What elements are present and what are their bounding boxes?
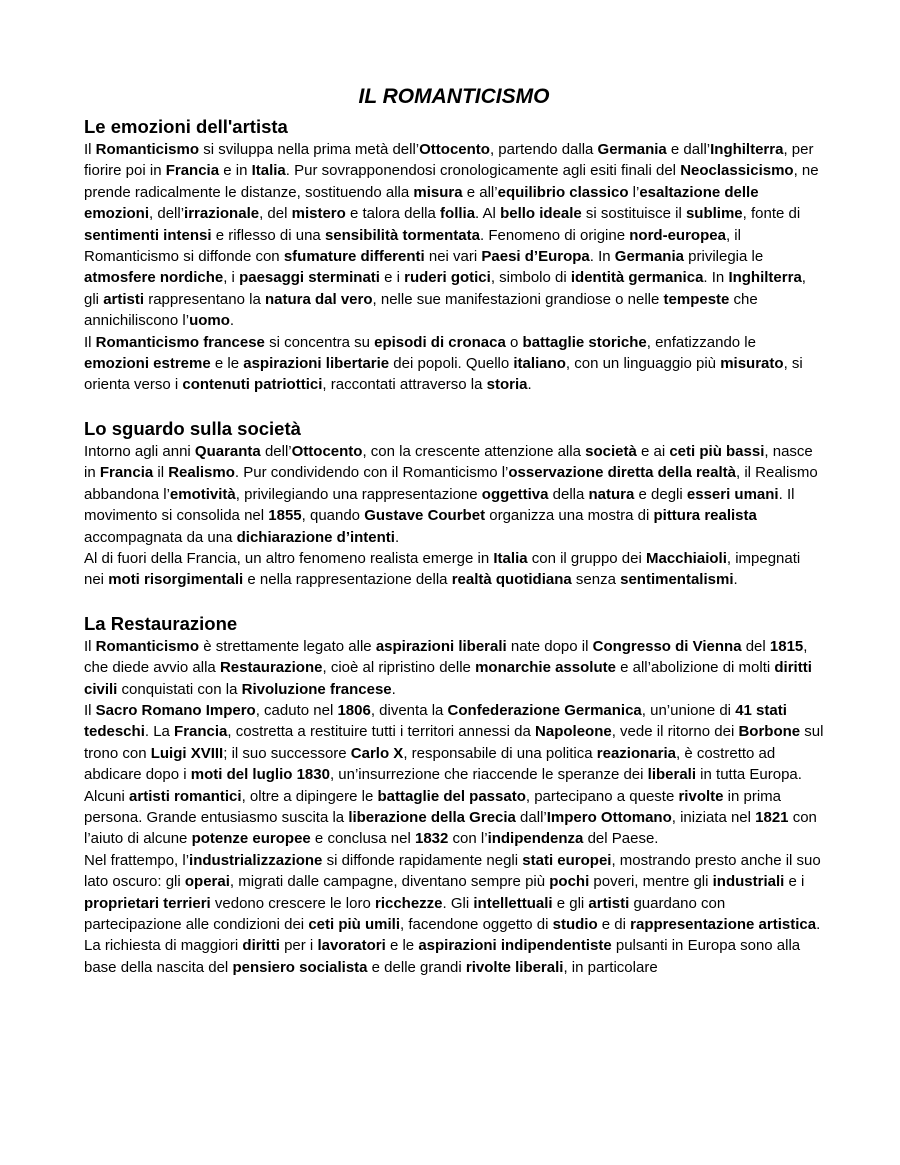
text-run: e delle grandi: [367, 958, 466, 976]
bold-term: artisti: [588, 894, 630, 912]
text-run: . Il movimento si consolida nel: [84, 485, 795, 525]
text-run: è strettamente legato alle: [199, 637, 376, 655]
text-run: .: [391, 680, 396, 698]
text-run: , è costretto ad abdicare dopo i: [84, 744, 776, 784]
bold-term: lavoratori: [317, 937, 386, 955]
text-run: , raccontati attraverso la: [322, 376, 487, 394]
bold-term: Impero Ottomano: [546, 808, 672, 826]
bold-term: liberazione della Grecia: [348, 808, 516, 826]
bold-term: Congresso di Vienna: [592, 637, 742, 655]
text-run: , diventa la: [370, 701, 448, 719]
bold-term: Neoclassicismo: [680, 162, 794, 180]
bold-term: dichiarazione d’intenti: [236, 528, 395, 546]
bold-term: follia: [440, 205, 476, 223]
bold-term: artisti: [103, 290, 145, 308]
bold-term: Ottocento: [419, 141, 490, 158]
section-le-emozioni: [84, 115, 824, 396]
text-run: ; il suo successore: [223, 744, 351, 762]
bold-term: monarchie assolute: [475, 659, 616, 677]
bold-term: Quaranta: [194, 442, 261, 460]
text-run: nei vari: [424, 248, 482, 266]
text-run: , con la crescente attenzione alla: [362, 442, 586, 460]
bold-term: ceti più umili: [308, 916, 400, 933]
text-run: il: [153, 464, 169, 482]
text-run: .: [733, 571, 738, 589]
text-run: , gli: [84, 269, 806, 308]
text-run: , cioè al ripristino delle: [322, 659, 476, 677]
bold-term: storia: [486, 376, 528, 394]
bold-term: oggettiva: [481, 485, 549, 503]
bold-term: reazionaria: [596, 744, 676, 762]
paragraph: [84, 548, 824, 591]
bold-term: 1815: [769, 637, 804, 655]
paragraph: [84, 139, 824, 332]
text-run: . Pur sovrapponendosi cronologicamente agli esiti finali del: [285, 162, 681, 180]
text-run: Al di fuori della Francia, un altro fenomeno realista emerge in: [84, 549, 494, 567]
text-run: , un’unione di: [641, 701, 736, 719]
text-run: Intorno agli anni: [84, 442, 195, 460]
bold-term: misurato: [720, 355, 784, 373]
text-run: in prima persona. Grande entusiasmo suscita la: [84, 787, 782, 826]
text-run: La richiesta di maggiori: [84, 937, 243, 955]
text-run: Il: [84, 637, 96, 655]
bold-term: uomo: [189, 312, 230, 330]
bold-term: Ottocento: [291, 442, 363, 460]
bold-term: artisti romantici: [129, 787, 242, 805]
bold-term: moti risorgimentali: [108, 571, 244, 589]
bold-term: aspirazioni libertarie: [243, 355, 390, 373]
text-run: , quando: [301, 507, 365, 525]
text-run: , si orienta verso i: [84, 355, 803, 394]
bold-term: atmosfere nordiche: [84, 269, 224, 287]
bold-term: sfumature differenti: [283, 248, 425, 266]
bold-term: Romanticismo: [95, 141, 200, 158]
section-heading: La Restaurazione: [84, 612, 238, 634]
text-run: e di: [597, 916, 631, 933]
text-run: e gli: [552, 894, 589, 912]
section-spacer: [84, 396, 824, 417]
bold-term: irrazionale: [184, 205, 260, 223]
text-run: e le: [210, 355, 244, 373]
paragraph: [84, 332, 824, 396]
text-run: organizza una mostra di: [485, 507, 654, 525]
bold-term: 1821: [755, 808, 789, 826]
bold-term: Restaurazione: [219, 659, 323, 677]
text-run: , privilegiando una rappresentazione: [235, 485, 482, 503]
text-run: , impegnati nei: [84, 549, 801, 589]
bold-term: indipendenza: [487, 830, 584, 848]
text-run: e talora della: [345, 205, 441, 223]
text-run: sul trono con: [84, 723, 824, 762]
bold-term: realtà quotidiana: [451, 571, 572, 589]
text-run: , che diede avvio alla: [84, 637, 808, 677]
bold-term: Rivoluzione francese: [241, 680, 392, 698]
text-run: , mostrando presto anche il suo lato oscuro: gli: [84, 851, 821, 891]
section-heading: Lo sguardo sulla società: [84, 417, 301, 439]
text-run: , oltre a dipingere le: [241, 787, 378, 805]
text-run: , vede il ritorno dei: [611, 723, 739, 741]
bold-term: ceti più bassi: [669, 442, 765, 460]
text-run: del: [741, 637, 770, 655]
text-run: Alcuni: [84, 787, 130, 805]
text-run: con il gruppo dei: [527, 549, 646, 567]
text-run: e le: [385, 937, 419, 955]
bold-term: nord-europea: [629, 226, 726, 244]
text-run: senza: [571, 571, 621, 589]
text-run: privilegia le: [683, 248, 764, 266]
text-run: e nella rappresentazione della: [243, 571, 452, 589]
bold-term: Germania: [597, 141, 667, 158]
section-lo-sguardo: [84, 417, 824, 591]
bold-term: Macchiaioli: [646, 549, 727, 567]
text-run: . In: [703, 269, 729, 287]
text-run: e conclusa nel: [310, 830, 415, 848]
bold-term: emotività: [169, 485, 236, 503]
bold-term: tempeste: [663, 290, 730, 308]
text-run: , migrati dalle campagne, diventano sempre più: [229, 873, 550, 891]
text-run: , partendo dalla: [489, 141, 598, 158]
paragraph: [84, 935, 824, 978]
text-run: poveri, mentre gli: [589, 873, 713, 891]
bold-term: diritti civili: [84, 659, 812, 698]
text-run: dell’: [260, 442, 292, 460]
text-run: , per fiorire poi in: [84, 141, 814, 180]
paragraph: [84, 636, 824, 700]
text-run: e ai: [636, 442, 670, 460]
bold-term: 41 stati tedeschi: [84, 701, 787, 741]
bold-term: Gustave Courbet: [364, 507, 486, 525]
text-run: Nel frattempo, l’: [84, 851, 190, 869]
text-run: si sviluppa nella prima metà dell’: [199, 141, 420, 158]
text-run: conquistati con la: [117, 680, 242, 698]
bold-term: industriali: [712, 873, 785, 891]
text-run: e i: [784, 873, 805, 891]
text-run: , il Romanticismo si diffonde con: [84, 226, 741, 266]
text-run: con l’: [448, 830, 488, 848]
bold-term: 1806: [337, 701, 371, 719]
text-run: , partecipano a queste: [525, 787, 679, 805]
text-run: e degli: [634, 485, 687, 503]
bold-term: pensiero socialista: [232, 958, 368, 976]
bold-term: Francia: [99, 464, 154, 482]
text-run: del Paese.: [583, 830, 659, 848]
text-run: e all’abolizione di molti: [615, 659, 775, 677]
text-run: .: [229, 312, 235, 330]
bold-term: operai: [184, 873, 230, 891]
bold-term: paesaggi sterminati: [239, 269, 380, 287]
paragraph: [84, 850, 824, 936]
bold-term: Carlo X: [350, 744, 404, 762]
bold-term: misura: [413, 183, 463, 201]
bold-term: sublime: [685, 205, 743, 223]
bold-term: Francia: [165, 162, 220, 180]
bold-term: battaglie del passato: [377, 787, 526, 805]
text-run: , iniziata nel: [671, 808, 756, 826]
bold-term: Italia: [493, 549, 528, 567]
bold-term: intellettuali: [473, 894, 553, 912]
bold-term: potenze europee: [191, 830, 311, 848]
bold-term: italiano: [513, 355, 566, 373]
text-run: si diffonde rapidamente negli: [322, 851, 523, 869]
bold-term: pochi: [549, 873, 590, 891]
text-run: . Gli: [442, 894, 474, 912]
text-run: . In: [589, 248, 615, 266]
text-run: e all’: [462, 183, 498, 201]
text-run: , costretta a restituire tutti i territori annessi da: [227, 723, 536, 741]
section-la-restaurazione: [84, 612, 824, 979]
text-run: , i: [223, 269, 240, 287]
text-run: .: [394, 528, 400, 546]
bold-term: Inghilterra: [710, 141, 784, 158]
bold-term: esaltazione delle emozioni: [84, 183, 759, 223]
bold-term: identità germanica: [570, 269, 704, 287]
text-run: e in: [219, 162, 252, 180]
bold-term: bello ideale: [500, 205, 582, 223]
bold-term: moti del luglio 1830: [190, 766, 330, 784]
text-run: , nelle sue manifestazioni grandiose o nelle: [372, 290, 664, 308]
text-run: della: [548, 485, 589, 503]
bold-term: aspirazioni liberali: [375, 637, 507, 655]
bold-term: rivolte liberali: [465, 958, 564, 976]
bold-term: Francia: [174, 723, 228, 741]
text-run: e dall’: [666, 141, 711, 158]
paragraph: [84, 441, 824, 548]
bold-term: rivolte: [678, 787, 724, 805]
bold-term: proprietari terrieri: [84, 894, 211, 912]
text-run: si sostituisce il: [581, 205, 686, 223]
bold-term: Borbone: [738, 723, 801, 741]
text-run: o: [505, 333, 523, 351]
bold-term: pittura realista: [653, 507, 757, 525]
document-title: IL ROMANTICISMO: [358, 85, 550, 108]
text-run: rappresentano la: [144, 290, 265, 308]
text-run: Il: [84, 701, 96, 719]
text-run: , con un linguaggio più: [565, 355, 721, 373]
bold-term: 1832: [415, 830, 449, 848]
text-run: vedono crescere le loro: [210, 894, 375, 912]
bold-term: Italia: [251, 162, 286, 180]
text-run: .: [527, 376, 532, 394]
bold-term: Germania: [614, 248, 684, 266]
text-run: Il: [84, 141, 96, 158]
bold-term: contenuti patriottici: [182, 376, 323, 394]
text-run: e riflesso di una: [211, 226, 325, 244]
bold-term: ruderi gotici: [404, 269, 491, 287]
bold-term: 1855: [268, 507, 302, 525]
text-run: con l’aiuto di alcune: [84, 808, 817, 848]
text-run: , fonte di: [742, 205, 801, 223]
text-run: per i: [279, 937, 318, 955]
bold-term: Inghilterra: [728, 269, 802, 287]
text-run: accompagnata da una: [84, 528, 237, 546]
bold-term: Napoleone: [535, 723, 612, 741]
document-page: [84, 84, 824, 978]
text-run: dall’: [515, 808, 547, 826]
text-run: , responsabile di una politica: [403, 744, 597, 762]
bold-term: aspirazioni indipendentiste: [418, 937, 612, 955]
text-run: , ne prende radicalmente le distanze, sostituendo alla: [84, 162, 819, 201]
text-run: , facendone oggetto di: [400, 916, 553, 933]
text-run: . Al: [475, 205, 501, 223]
bold-term: diritti: [242, 937, 280, 955]
paragraph: [84, 786, 824, 850]
paragraph: [84, 700, 824, 786]
bold-term: sentimentalismi: [620, 571, 734, 589]
text-run: si concentra su: [264, 333, 375, 351]
bold-term: mistero: [291, 205, 346, 223]
bold-term: Realismo: [168, 464, 235, 482]
text-run: . Fenomeno di origine: [479, 226, 630, 244]
text-run: , nasce in: [84, 442, 813, 482]
bold-term: esseri umani: [686, 485, 779, 503]
bold-term: osservazione diretta della realtà: [508, 464, 736, 482]
bold-term: ricchezze: [374, 894, 443, 912]
bold-term: sentimenti intensi: [84, 226, 212, 244]
text-run: . La: [144, 723, 175, 741]
bold-term: società: [585, 442, 637, 460]
bold-term: Paesi d’Europa: [481, 248, 590, 266]
text-run: dei popoli. Quello: [389, 355, 514, 373]
bold-term: industrializzazione: [189, 851, 323, 869]
bold-term: equilibrio classico: [497, 183, 629, 201]
text-run: l’: [628, 183, 640, 201]
bold-term: rappresentazione artistica: [630, 916, 817, 933]
bold-term: battaglie storiche: [522, 333, 647, 351]
bold-term: Luigi XVIII: [150, 744, 224, 762]
bold-term: Confederazione Germanica: [447, 701, 642, 719]
bold-term: natura dal vero: [264, 290, 373, 308]
text-run: , il Realismo abbandona l’: [84, 464, 818, 503]
text-run: guardano con partecipazione alle condizioni dei: [84, 894, 726, 933]
bold-term: Romanticismo francese: [95, 333, 265, 351]
text-run: pulsanti in Europa sono alla base della nascita del: [84, 937, 801, 976]
bold-term: liberali: [647, 766, 697, 784]
text-run: . Pur condividendo con il Romanticismo l’: [234, 464, 509, 482]
bold-term: studio: [552, 916, 598, 933]
text-run: che annichiliscono l’: [84, 290, 758, 330]
text-run: Il: [84, 333, 96, 351]
bold-term: natura: [588, 485, 635, 503]
section-heading: Le emozioni dell'artista: [84, 116, 288, 137]
bold-term: emozioni estreme: [84, 355, 211, 373]
section-spacer: [84, 591, 824, 612]
text-run: , simbolo di: [490, 269, 571, 287]
bold-term: stati europei: [522, 851, 612, 869]
text-run: e i: [379, 269, 405, 287]
bold-term: Sacro Romano Impero: [95, 701, 256, 719]
text-run: , in particolare: [563, 958, 658, 976]
text-run: in tutta Europa.: [696, 766, 802, 784]
text-run: , enfatizzando le: [646, 333, 756, 351]
bold-term: Romanticismo: [95, 637, 200, 655]
text-run: .: [816, 916, 821, 933]
bold-term: sensibilità tormentata: [324, 226, 480, 244]
bold-term: episodi di cronaca: [374, 333, 506, 351]
text-run: , caduto nel: [255, 701, 338, 719]
text-run: , un’insurrezione che riaccende le speranze dei: [329, 766, 648, 784]
text-run: nate dopo il: [506, 637, 593, 655]
text-run: , del: [259, 205, 292, 223]
text-run: , dell’: [149, 205, 185, 223]
